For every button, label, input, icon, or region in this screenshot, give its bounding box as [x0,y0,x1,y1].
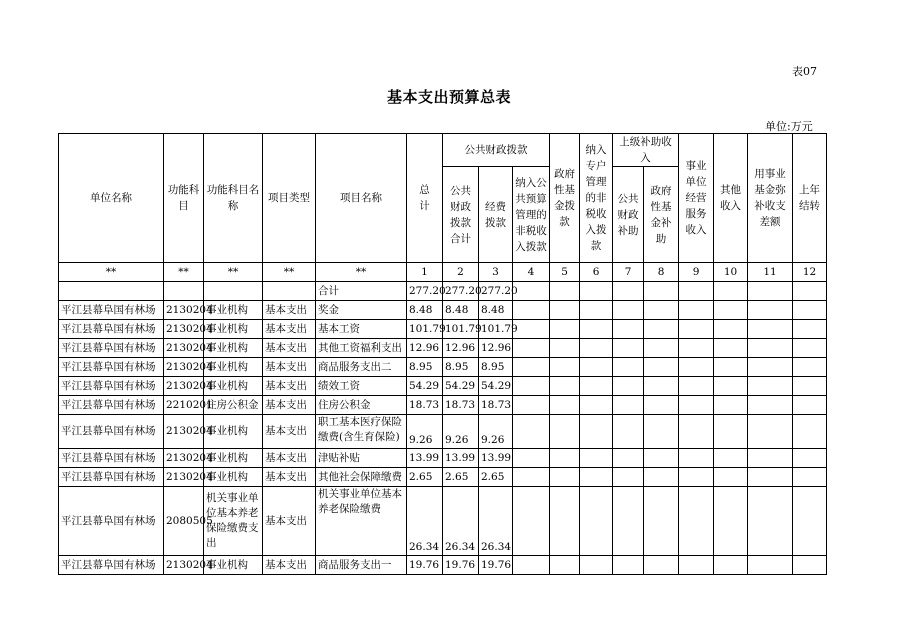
index-cell: ** [316,263,407,282]
empty-cell [748,468,793,487]
empty-cell [748,339,793,358]
empty-cell [580,339,613,358]
empty-cell [679,301,714,320]
empty-cell [793,468,827,487]
header-item-name: 项目名称 [316,134,407,263]
empty-cell [714,339,748,358]
cell-total: 12.96 [407,339,443,358]
empty-cell [513,468,550,487]
empty-cell [613,339,644,358]
cell-func: 事业机构 [204,468,263,487]
cell-type: 基本支出 [263,358,316,377]
empty-cell [613,556,644,575]
empty-cell [513,358,550,377]
empty-cell [644,301,679,320]
header-public-fiscal-total: 公共财政拨款合计 [443,167,479,263]
empty-cell [714,320,748,339]
cell-operating: 12.96 [479,339,513,358]
empty-cell [748,556,793,575]
empty-cell [679,282,714,301]
cell-operating: 18.73 [479,396,513,415]
index-cell: 1 [407,263,443,282]
table-row [59,339,827,358]
empty-cell [714,358,748,377]
cell-unit: 平江县幕阜国有林场 [59,301,164,320]
empty-cell [613,320,644,339]
cell-unit: 平江县幕阜国有林场 [59,377,164,396]
header-func-name: 功能科目名称 [204,134,263,263]
empty-cell [580,487,613,556]
empty-cell [613,468,644,487]
empty-cell [679,339,714,358]
empty-cell [613,358,644,377]
cell-public: 9.26 [443,415,479,449]
cell-code: 2130204 [164,358,204,377]
cell-unit: 平江县幕阜国有林场 [59,468,164,487]
empty-cell [580,282,613,301]
cell-type: 基本支出 [263,556,316,575]
cell-operating: 8.95 [479,358,513,377]
header-business-income: 事业单位经营服务收入 [679,134,714,263]
cell-code: 2130204 [164,301,204,320]
empty-cell [793,339,827,358]
empty-cell [580,556,613,575]
table-row [59,358,827,377]
empty-cell [748,320,793,339]
empty-cell [513,415,550,449]
empty-cell [204,282,263,301]
empty-cell [644,320,679,339]
cell-public: 2.65 [443,468,479,487]
cell-public: 54.29 [443,377,479,396]
index-cell: 4 [513,263,550,282]
empty-cell [679,415,714,449]
empty-cell [679,556,714,575]
empty-cell [793,320,827,339]
empty-cell [644,487,679,556]
header-other-income: 其他收入 [714,134,748,263]
empty-cell [550,358,580,377]
cell-func: 事业机构 [204,556,263,575]
cell-func: 事业机构 [204,301,263,320]
header-special-nontax: 纳入专户管理的非税收入拨款 [580,134,613,263]
cell-code: 2130204 [164,556,204,575]
empty-cell [679,468,714,487]
cell-item-name: 商品服务支出二 [316,358,407,377]
cell-type: 基本支出 [263,339,316,358]
cell-total: 2.65 [407,468,443,487]
table-row [59,415,827,449]
index-cell: ** [164,263,204,282]
cell-total: 19.76 [407,556,443,575]
cell-public: 101.79 [443,320,479,339]
cell-public: 8.95 [443,358,479,377]
empty-cell [550,301,580,320]
header-operating: 经费拨款 [479,167,513,263]
total-amount: 277.20 [407,282,443,301]
empty-cell [580,449,613,468]
index-cell: 11 [748,263,793,282]
cell-unit: 平江县幕阜国有林场 [59,449,164,468]
empty-cell [644,339,679,358]
empty-cell [513,339,550,358]
cell-unit: 平江县幕阜国有林场 [59,396,164,415]
cell-operating: 101.79 [479,320,513,339]
page-number: 表07 [792,65,817,78]
unit-label: 单位:万元 [765,120,813,133]
empty-cell [613,415,644,449]
empty-cell [580,358,613,377]
cell-operating: 9.26 [479,415,513,449]
index-cell: 2 [443,263,479,282]
empty-cell [580,320,613,339]
header-public-fiscal: 公共财政拨款 [443,134,550,167]
cell-operating: 8.48 [479,301,513,320]
cell-code: 2130204 [164,449,204,468]
cell-public: 19.76 [443,556,479,575]
index-cell: ** [263,263,316,282]
empty-cell [644,556,679,575]
cell-item-name: 基本工资 [316,320,407,339]
empty-cell [793,556,827,575]
total-public: 277.20 [443,282,479,301]
header-item-type: 项目类型 [263,134,316,263]
header-carryover: 上年结转 [793,134,827,263]
table-row [59,301,827,320]
empty-cell [748,487,793,556]
index-cell: 12 [793,263,827,282]
empty-cell [714,556,748,575]
empty-cell [513,396,550,415]
empty-cell [644,415,679,449]
empty-cell [513,282,550,301]
index-cell: 10 [714,263,748,282]
cell-unit: 平江县幕阜国有林场 [59,358,164,377]
index-cell: 9 [679,263,714,282]
header-public-fiscal-subsidy: 公共财政补助 [613,167,644,263]
empty-cell [580,301,613,320]
empty-cell [550,396,580,415]
empty-cell [644,377,679,396]
cell-operating: 26.34 [479,487,513,556]
index-row [59,263,827,282]
empty-cell [714,487,748,556]
empty-cell [580,468,613,487]
cell-item-name: 津贴补贴 [316,449,407,468]
empty-cell [613,487,644,556]
cell-type: 基本支出 [263,487,316,556]
empty-cell [644,358,679,377]
cell-code: 2130204 [164,339,204,358]
cell-func: 事业机构 [204,377,263,396]
total-operating: 277.20 [479,282,513,301]
empty-cell [714,449,748,468]
empty-cell [644,396,679,415]
index-cell: 7 [613,263,644,282]
cell-type: 基本支出 [263,377,316,396]
empty-cell [793,415,827,449]
empty-cell [748,358,793,377]
empty-cell [613,449,644,468]
cell-code: 2130204 [164,377,204,396]
empty-cell [59,282,164,301]
empty-cell [714,468,748,487]
empty-cell [164,282,204,301]
empty-cell [793,487,827,556]
total-row [59,282,827,301]
table-row [59,396,827,415]
empty-cell [714,396,748,415]
index-cell: ** [204,263,263,282]
cell-total: 9.26 [407,415,443,449]
cell-code: 2080505 [164,487,204,556]
empty-cell [613,301,644,320]
cell-total: 13.99 [407,449,443,468]
empty-cell [748,415,793,449]
cell-public: 13.99 [443,449,479,468]
cell-code: 2130204 [164,320,204,339]
empty-cell [714,377,748,396]
empty-cell [679,377,714,396]
header-total: 总 计 [407,134,443,263]
cell-public: 12.96 [443,339,479,358]
header-unit-name: 单位名称 [59,134,164,263]
cell-code: 2210201 [164,396,204,415]
cell-type: 基本支出 [263,468,316,487]
empty-cell [513,487,550,556]
cell-type: 基本支出 [263,449,316,468]
index-cell: 6 [580,263,613,282]
cell-type: 基本支出 [263,415,316,449]
header-gov-fund: 政府性基金拨款 [550,134,580,263]
empty-cell [714,415,748,449]
empty-cell [644,468,679,487]
header-superior-subsidy: 上级补助收入 [613,134,679,167]
empty-cell [748,396,793,415]
table-body [59,282,827,575]
cell-total: 8.95 [407,358,443,377]
cell-item-name: 奖金 [316,301,407,320]
empty-cell [613,377,644,396]
empty-cell [793,358,827,377]
budget-table [58,133,827,575]
cell-item-name: 其他工资福利支出 [316,339,407,358]
empty-cell [580,377,613,396]
empty-cell [793,396,827,415]
empty-cell [263,282,316,301]
cell-item-name: 其他社会保障缴费 [316,468,407,487]
page-title: 基本支出预算总表 [386,88,511,106]
empty-cell [550,282,580,301]
empty-cell [793,377,827,396]
cell-total: 54.29 [407,377,443,396]
cell-total: 8.48 [407,301,443,320]
empty-cell [613,396,644,415]
header-fund-gap: 用事业基金弥补收支差额 [748,134,793,263]
empty-cell [580,415,613,449]
table-row [59,449,827,468]
cell-code: 2130204 [164,468,204,487]
empty-cell [550,377,580,396]
empty-cell [679,449,714,468]
header-func-code: 功能科目 [164,134,204,263]
empty-cell [793,282,827,301]
empty-cell [679,396,714,415]
cell-type: 基本支出 [263,301,316,320]
cell-item-name: 住房公积金 [316,396,407,415]
empty-cell [550,468,580,487]
cell-func: 事业机构 [204,320,263,339]
cell-unit: 平江县幕阜国有林场 [59,339,164,358]
cell-public: 8.48 [443,301,479,320]
empty-cell [644,449,679,468]
empty-cell [550,556,580,575]
empty-cell [550,339,580,358]
empty-cell [513,320,550,339]
empty-cell [748,377,793,396]
cell-type: 基本支出 [263,396,316,415]
empty-cell [793,301,827,320]
table-row [59,468,827,487]
cell-unit: 平江县幕阜国有林场 [59,487,164,556]
total-label: 合计 [316,282,407,301]
cell-item-name: 机关事业单位基本养老保险缴费 [316,487,407,556]
table-row [59,556,827,575]
cell-operating: 2.65 [479,468,513,487]
cell-func: 事业机构 [204,449,263,468]
cell-func: 事业机构 [204,415,263,449]
cell-unit: 平江县幕阜国有林场 [59,415,164,449]
cell-operating: 54.29 [479,377,513,396]
cell-func: 事业机构 [204,358,263,377]
empty-cell [513,301,550,320]
empty-cell [748,282,793,301]
empty-cell [644,282,679,301]
cell-item-name: 商品服务支出一 [316,556,407,575]
table-row [59,377,827,396]
header-row-1 [59,134,827,167]
empty-cell [679,487,714,556]
empty-cell [513,377,550,396]
empty-cell [550,415,580,449]
cell-item-name: 职工基本医疗保险缴费(含生育保险) [316,415,407,449]
cell-func: 机关事业单位基本养老保险缴费支出 [204,487,263,556]
cell-unit: 平江县幕阜国有林场 [59,556,164,575]
cell-code: 2130204 [164,415,204,449]
table-row [59,487,827,556]
empty-cell [550,487,580,556]
empty-cell [580,396,613,415]
cell-total: 26.34 [407,487,443,556]
cell-func: 事业机构 [204,339,263,358]
cell-total: 101.79 [407,320,443,339]
empty-cell [679,358,714,377]
cell-public: 26.34 [443,487,479,556]
header-nonbudget: 纳入公共预算管理的非税收入拨款 [513,167,550,263]
empty-cell [550,320,580,339]
empty-cell [748,449,793,468]
empty-cell [513,449,550,468]
empty-cell [613,282,644,301]
empty-cell [793,449,827,468]
index-cell: 3 [479,263,513,282]
cell-type: 基本支出 [263,320,316,339]
empty-cell [714,282,748,301]
index-cell: ** [59,263,164,282]
empty-cell [550,449,580,468]
table-row [59,320,827,339]
index-cell: 8 [644,263,679,282]
index-cell: 5 [550,263,580,282]
cell-unit: 平江县幕阜国有林场 [59,320,164,339]
empty-cell [714,301,748,320]
cell-operating: 19.76 [479,556,513,575]
empty-cell [513,556,550,575]
cell-total: 18.73 [407,396,443,415]
empty-cell [679,320,714,339]
cell-public: 18.73 [443,396,479,415]
cell-item-name: 绩效工资 [316,377,407,396]
cell-operating: 13.99 [479,449,513,468]
empty-cell [748,301,793,320]
header-gov-fund-subsidy: 政府性基金补助 [644,167,679,263]
cell-func: 住房公积金 [204,396,263,415]
